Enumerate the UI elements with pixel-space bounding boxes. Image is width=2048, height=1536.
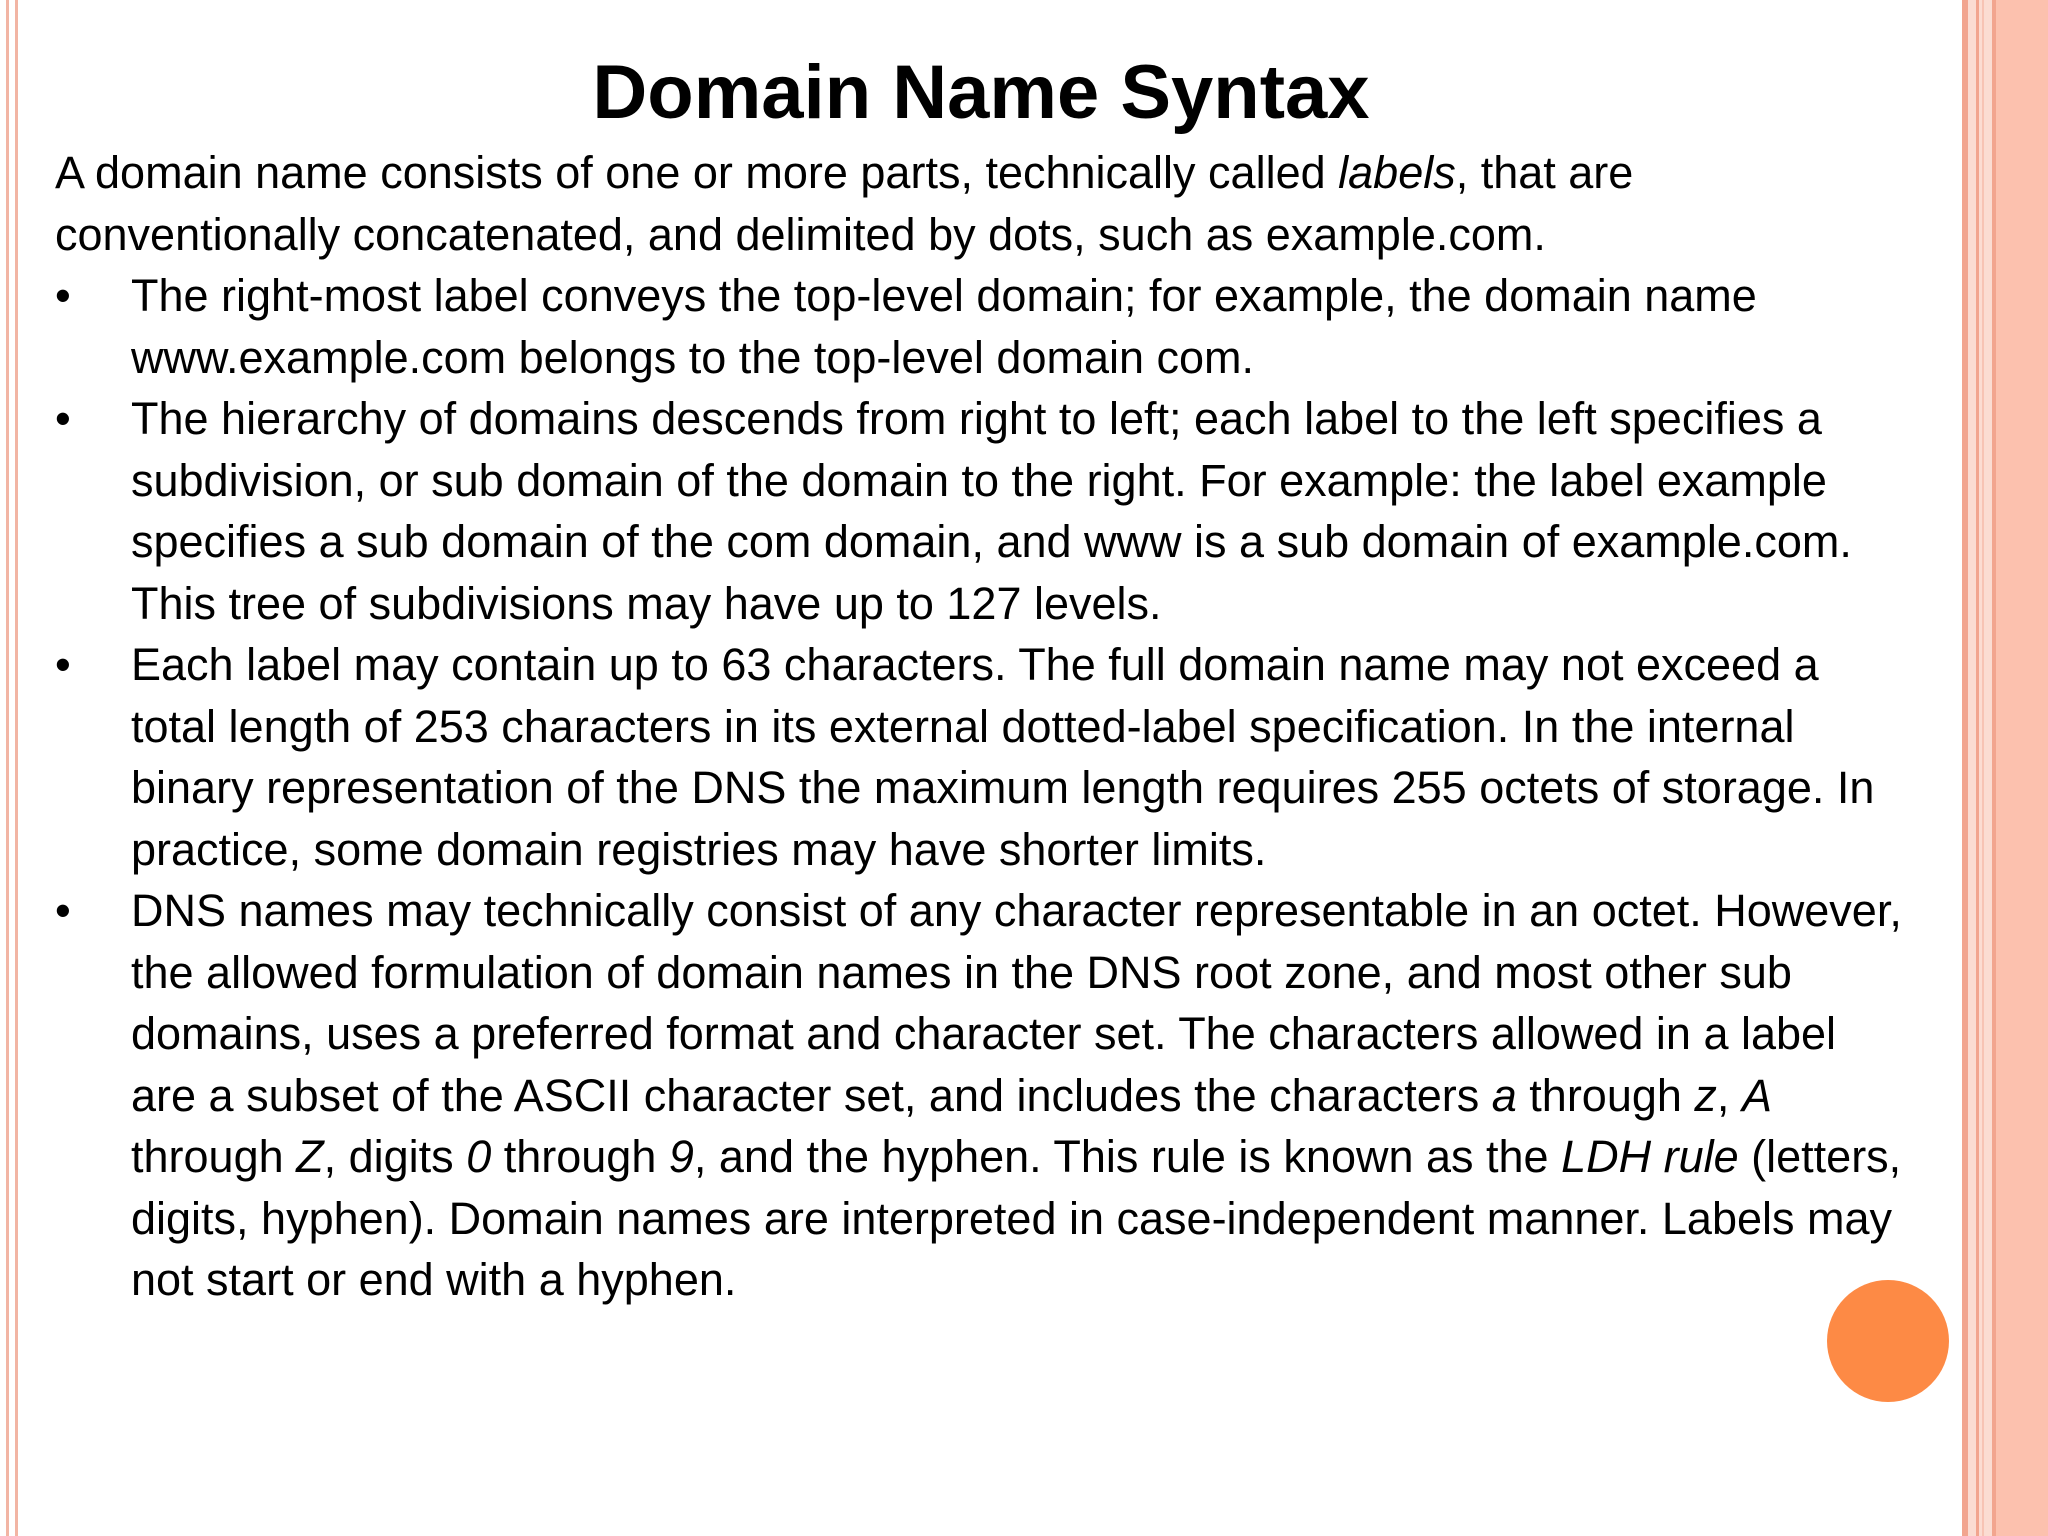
accent-circle-decoration	[1827, 1280, 1949, 1402]
intro-paragraph	[55, 142, 1875, 265]
bullet-list	[55, 265, 1935, 1311]
text-segment: DNS names may technically consist of any character representable in an octet. However, the allowed formulation of domain names in the DNS root zone, and most other sub domains, uses a preferred format and character set. The characters allowed in a label are a subset of the ASCII character set, and includes the characters	[131, 885, 1902, 1121]
left-border-line-outer	[6, 0, 9, 1536]
text-segment-italic: 9	[668, 1131, 694, 1182]
slide-title: Domain Name Syntax	[592, 50, 1370, 135]
bullet-text	[131, 885, 1902, 1305]
text-segment: , and the hyphen. This rule is known as the	[693, 1131, 1562, 1182]
bullet-item-ldh-rule	[55, 880, 1913, 1311]
text-segment-italic: Z	[296, 1131, 324, 1182]
bullet-item-top-level-domain	[55, 265, 1913, 388]
text-segment: (letters, digits, hyphen). Domain names are interpreted in case-independent manner. Labels may not start or end with a hyphen.	[131, 1131, 1902, 1305]
bullet-icon: •	[55, 639, 71, 690]
text-segment: through	[1516, 1069, 1695, 1121]
text-segment-italic: z	[1694, 1069, 1717, 1121]
intro-text-labels: labels	[1338, 147, 1456, 198]
text-segment: through	[491, 1131, 669, 1182]
bullet-text: Each label may contain up to 63 characters. The full domain name may not exceed a total length of 253 characters in its external dotted-label specification. In the internal binary representation of the DNS the maximum length requires 255 octets of storage. In practice, some domain registries may have shorter limits.	[131, 639, 1875, 875]
right-border-band	[1992, 0, 2048, 1536]
left-border-line-inner	[15, 0, 18, 1536]
text-segment: through	[131, 1131, 297, 1182]
right-border-band-edge	[1992, 0, 1996, 1536]
text-segment: , digits	[323, 1131, 467, 1182]
intro-text-2: , that are conventionally concatenated, and delimited by dots, such as example.com.	[55, 147, 1634, 260]
bullet-icon: •	[55, 393, 71, 444]
right-border-line-b	[1976, 0, 1979, 1536]
text-segment-italic: a	[1491, 1069, 1517, 1121]
right-border-line-c	[1982, 0, 1984, 1536]
intro-text-1: A domain name consists of one or more parts, technically called	[55, 147, 1339, 198]
text-segment-italic: A	[1741, 1069, 1772, 1121]
text-segment-italic: 0	[466, 1131, 492, 1182]
slide-body	[55, 142, 1935, 1311]
text-segment: ,	[1716, 1069, 1742, 1121]
bullet-icon: •	[55, 885, 71, 936]
bullet-icon: •	[55, 270, 71, 321]
bullet-text: The right-most label conveys the top-level domain; for example, the domain name www.example.com belongs to the top-level domain com.	[131, 270, 1757, 383]
right-border-line-a	[1962, 0, 1968, 1536]
bullet-item-hierarchy	[55, 388, 1913, 634]
text-segment-italic: LDH rule	[1561, 1131, 1739, 1182]
bullet-text: The hierarchy of domains descends from right to left; each label to the left specifies a subdivision, or sub domain of the domain to the right. For example: the label example specifies a sub domain of the com domain, and www is a sub domain of example.com. This tree of subdivisions may have up to 127 levels.	[131, 393, 1852, 629]
bullet-item-label-length	[55, 634, 1913, 880]
